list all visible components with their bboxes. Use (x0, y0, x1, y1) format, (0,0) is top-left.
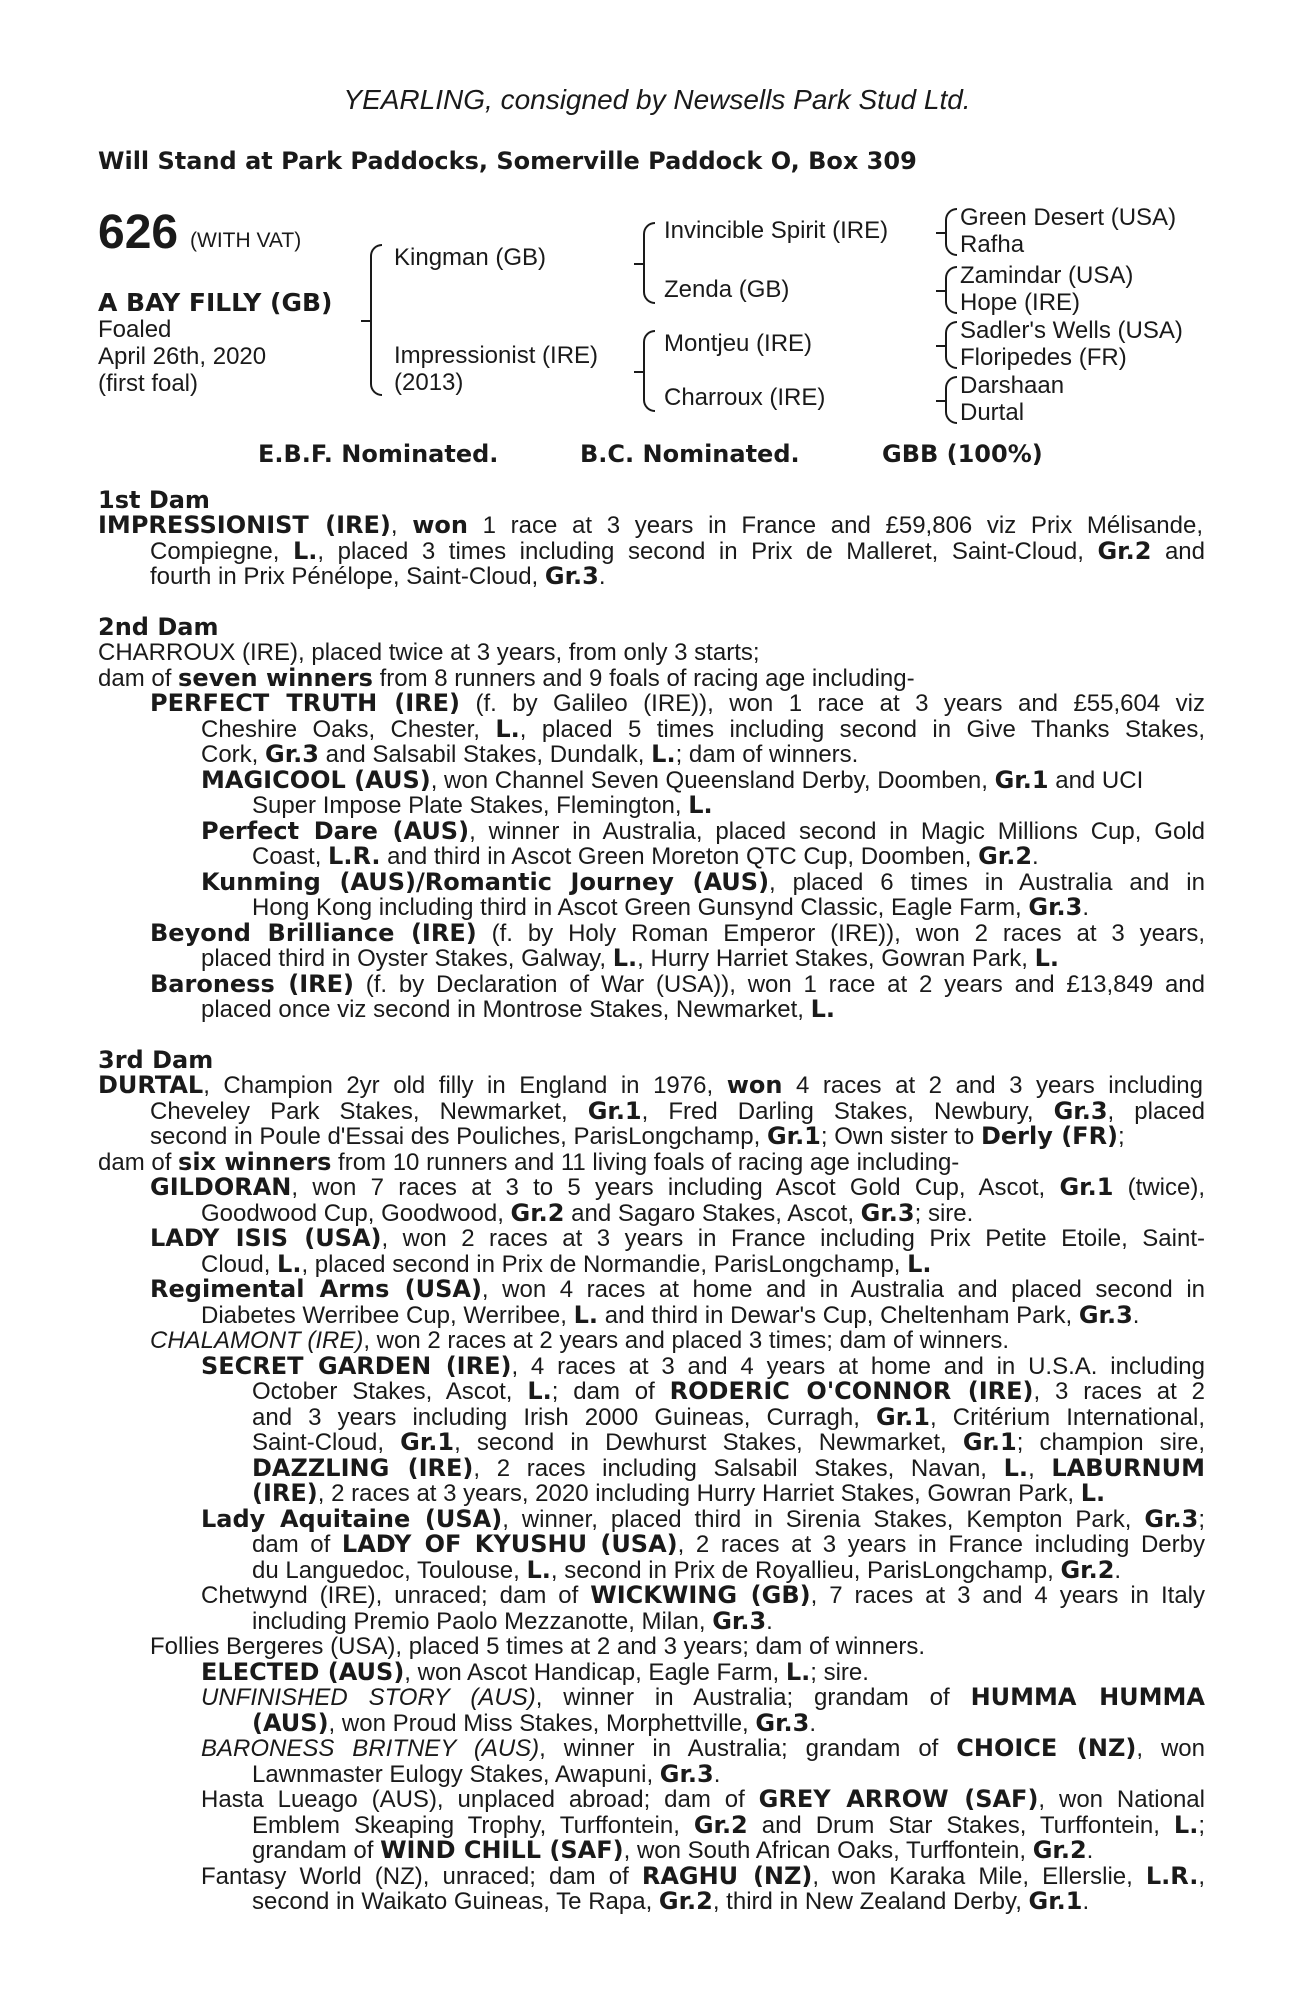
granddam-2: Hope (IRE) (960, 289, 1081, 316)
ebf-nomination: E.B.F. Nominated. (258, 440, 499, 468)
text-line: Perfect Dare (AUS), winner in Australia, placed second in Magic Millions Cup, Gold (201, 817, 1205, 845)
text-line: placed once viz second in Montrose Stakes, Newmarket, L. (201, 995, 836, 1023)
dam-sire: Montjeu (IRE) (664, 330, 813, 357)
text-line: IMPRESSIONIST (IRE), won 1 race at 3 years in France and £59,806 viz Prix Mélisande, (98, 511, 1203, 539)
text-line: October Stakes, Ascot, L.; dam of RODERIC O'CONNOR (IRE), 3 races at 2 (252, 1377, 1205, 1405)
text-line: Regimental Arms (USA), won 4 races at home and in Australia and placed second in (150, 1275, 1206, 1303)
text-line: Chetwynd (IRE), unraced; dam of WICKWING (GB), 7 races at 3 and 4 years in Italy (201, 1581, 1205, 1609)
text-line: Fantasy World (NZ), unraced; dam of RAGHU (NZ), won Karaka Mile, Ellerslie, L.R., (201, 1862, 1205, 1890)
text-line: UNFINISHED STORY (AUS), winner in Australia; grandam of HUMMA HUMMA (201, 1683, 1206, 1711)
sire-sire: Invincible Spirit (IRE) (664, 217, 889, 244)
text-line: du Languedoc, Toulouse, L., second in Prix de Royallieu, ParisLongchamp, Gr.2. (252, 1556, 1122, 1584)
text-line: LADY ISIS (USA), won 2 races at 3 years in France including Prix Petite Etoile, Saint- (150, 1224, 1205, 1252)
text-line: placed third in Oyster Stakes, Galway, L., Hurry Harriet Stakes, Gowran Park, L. (201, 944, 1060, 972)
text-line: MAGICOOL (AUS), won Channel Seven Queensland Derby, Doomben, Gr.1 and UCI (201, 766, 1144, 794)
text-line: Kunming (AUS)/Romantic Journey (AUS), placed 6 times in Australia and in (201, 868, 1205, 896)
text-line: Coast, L.R. and third in Ascot Green Moreton QTC Cup, Doomben, Gr.2. (252, 842, 1039, 870)
text-line: dam of six winners from 10 runners and 11 living foals of racing age including- (98, 1148, 960, 1176)
text-line: Beyond Brilliance (IRE) (f. by Holy Roman Emperor (IRE)), won 2 races at 3 years, (150, 919, 1205, 947)
text-line: and 3 years including Irish 2000 Guineas, Curragh, Gr.1, Critérium International, (252, 1403, 1205, 1431)
consignor-line: YEARLING, consigned by Newsells Park Stud Ltd. (343, 84, 971, 115)
pedigree-brace-dam (643, 330, 655, 412)
grandsire-2: Zamindar (USA) (960, 262, 1134, 289)
text-line: second in Poule d'Essai des Pouliches, ParisLongchamp, Gr.1; Own sister to Derly (FR); (150, 1122, 1125, 1150)
text-line: including Premio Paolo Mezzanotte, Milan, Gr.3. (252, 1607, 773, 1635)
grandsire-4: Darshaan (960, 372, 1065, 399)
text-line: ELECTED (AUS), won Ascot Handicap, Eagle Farm, L.; sire. (201, 1658, 869, 1686)
pedigree-brace-g3 (945, 321, 957, 369)
pedigree-brace-sire (643, 222, 655, 304)
text-line: Cheveley Park Stakes, Newmarket, Gr.1, Fred Darling Stakes, Newbury, Gr.3, placed (150, 1097, 1205, 1125)
text-line: Hasta Lueago (AUS), unplaced abroad; dam of GREY ARROW (SAF), won National (201, 1785, 1205, 1813)
text-line: second in Waikato Guineas, Te Rapa, Gr.2, third in New Zealand Derby, Gr.1. (252, 1887, 1090, 1915)
stand-location: Will Stand at Park Paddocks, Somerville Paddock O, Box 309 (98, 147, 917, 175)
text-line: DURTAL, Champion 2yr old filly in England in 1976, won 4 races at 2 and 3 years including (98, 1071, 1203, 1099)
text-line: GILDORAN, won 7 races at 3 to 5 years including Ascot Gold Cup, Ascot, Gr.1 (twice), (150, 1173, 1206, 1201)
pedigree-brace-g2 (945, 266, 957, 314)
text-line: Saint-Cloud, Gr.1, second in Dewhurst Stakes, Newmarket, Gr.1; champion sire, (252, 1428, 1205, 1456)
text-line: Goodwood Cup, Goodwood, Gr.2 and Sagaro Stakes, Ascot, Gr.3; sire. (201, 1199, 974, 1227)
text-line: Hong Kong including third in Ascot Green Gunsynd Classic, Eagle Farm, Gr.3. (252, 893, 1089, 921)
text-line: (IRE), 2 races at 3 years, 2020 including Hurry Harriet Stakes, Gowran Park, L. (252, 1479, 1106, 1507)
dam-year: (2013) (394, 369, 464, 396)
text-line: dam of seven winners from 8 runners and 9 foals of racing age including- (98, 664, 915, 692)
text-line: Baroness (IRE) (f. by Declaration of War (USA)), won 1 race at 2 years and £13,849 and (150, 970, 1205, 998)
pedigree-brace-g1 (945, 208, 957, 256)
granddam-4: Durtal (960, 399, 1025, 426)
text-line: Cloud, L., placed second in Prix de Normandie, ParisLongchamp, L. (201, 1250, 932, 1278)
text-line: PERFECT TRUTH (IRE) (f. by Galileo (IRE)), won 1 race at 3 years and £55,604 viz (150, 689, 1205, 717)
lot-number: 626 (98, 206, 179, 259)
dam-dam: Charroux (IRE) (664, 384, 826, 411)
grandsire-3: Sadler's Wells (USA) (960, 317, 1183, 344)
text-line: BARONESS BRITNEY (AUS), winner in Australia; grandam of CHOICE (NZ), won (201, 1734, 1205, 1762)
text-line: Follies Bergeres (USA), placed 5 times at 2 and 3 years; dam of winners. (150, 1633, 926, 1660)
granddam-1: Rafha (960, 231, 1025, 258)
first-dam-heading: 1st Dam (98, 486, 210, 514)
text-line: SECRET GARDEN (IRE), 4 races at 3 and 4 years at home and in U.S.A. including (201, 1352, 1205, 1380)
text-line: Lady Aquitaine (USA), winner, placed third in Sirenia Stakes, Kempton Park, Gr.3; (201, 1505, 1205, 1533)
third-dam-heading: 3rd Dam (98, 1046, 214, 1074)
granddam-3: Floripedes (FR) (960, 344, 1127, 371)
bc-nomination: B.C. Nominated. (580, 440, 800, 468)
foaled-date: April 26th, 2020 (98, 343, 267, 370)
text-line: Super Impose Plate Stakes, Flemington, L. (252, 791, 713, 819)
gbb-rating: GBB (100%) (882, 440, 1043, 468)
text-line: CHARROUX (IRE), placed twice at 3 years, from only 3 starts; (98, 639, 760, 666)
text-line: Lawnmaster Eulogy Stakes, Awapuni, Gr.3. (252, 1760, 721, 1788)
foal-note: (first foal) (98, 370, 199, 397)
text-line: fourth in Prix Pénélope, Saint-Cloud, Gr.3. (150, 562, 606, 590)
text-line: Emblem Skeaping Trophy, Turffontein, Gr.2 and Drum Star Stakes, Turffontein, L.; (252, 1811, 1205, 1839)
text-line: dam of LADY OF KYUSHU (USA), 2 races at 3 years in France including Derby (252, 1530, 1205, 1558)
sire-dam: Zenda (GB) (664, 276, 790, 303)
second-dam-heading: 2nd Dam (98, 613, 219, 641)
vat-label: (WITH VAT) (190, 229, 302, 252)
text-line: DAZZLING (IRE), 2 races including Salsabil Stakes, Navan, L., LABURNUM (252, 1454, 1205, 1482)
dam-name: Impressionist (IRE) (394, 342, 599, 369)
text-line: (AUS), won Proud Miss Stakes, Morphettville, Gr.3. (252, 1709, 816, 1737)
pedigree-brace-main (370, 244, 382, 396)
grandsire-1: Green Desert (USA) (960, 204, 1177, 231)
sire-name: Kingman (GB) (394, 244, 547, 271)
horse-name: A BAY FILLY (GB) (98, 288, 333, 317)
text-line: grandam of WIND CHILL (SAF), won South African Oaks, Turffontein, Gr.2. (252, 1836, 1094, 1864)
text-line: Cheshire Oaks, Chester, L., placed 5 times including second in Give Thanks Stakes, (201, 715, 1205, 743)
text-line: Compiegne, L., placed 3 times including second in Prix de Malleret, Saint-Cloud, Gr.2 and (150, 537, 1206, 565)
foaled-label: Foaled (98, 316, 172, 343)
text-line: Diabetes Werribee Cup, Werribee, L. and third in Dewar's Cup, Cheltenham Park, Gr.3. (201, 1301, 1140, 1329)
pedigree-brace-g4 (945, 376, 957, 424)
text-line: CHALAMONT (IRE), won 2 races at 2 years and placed 3 times; dam of winners. (150, 1327, 1009, 1354)
text-line: Cork, Gr.3 and Salsabil Stakes, Dundalk, L.; dam of winners. (201, 740, 859, 768)
